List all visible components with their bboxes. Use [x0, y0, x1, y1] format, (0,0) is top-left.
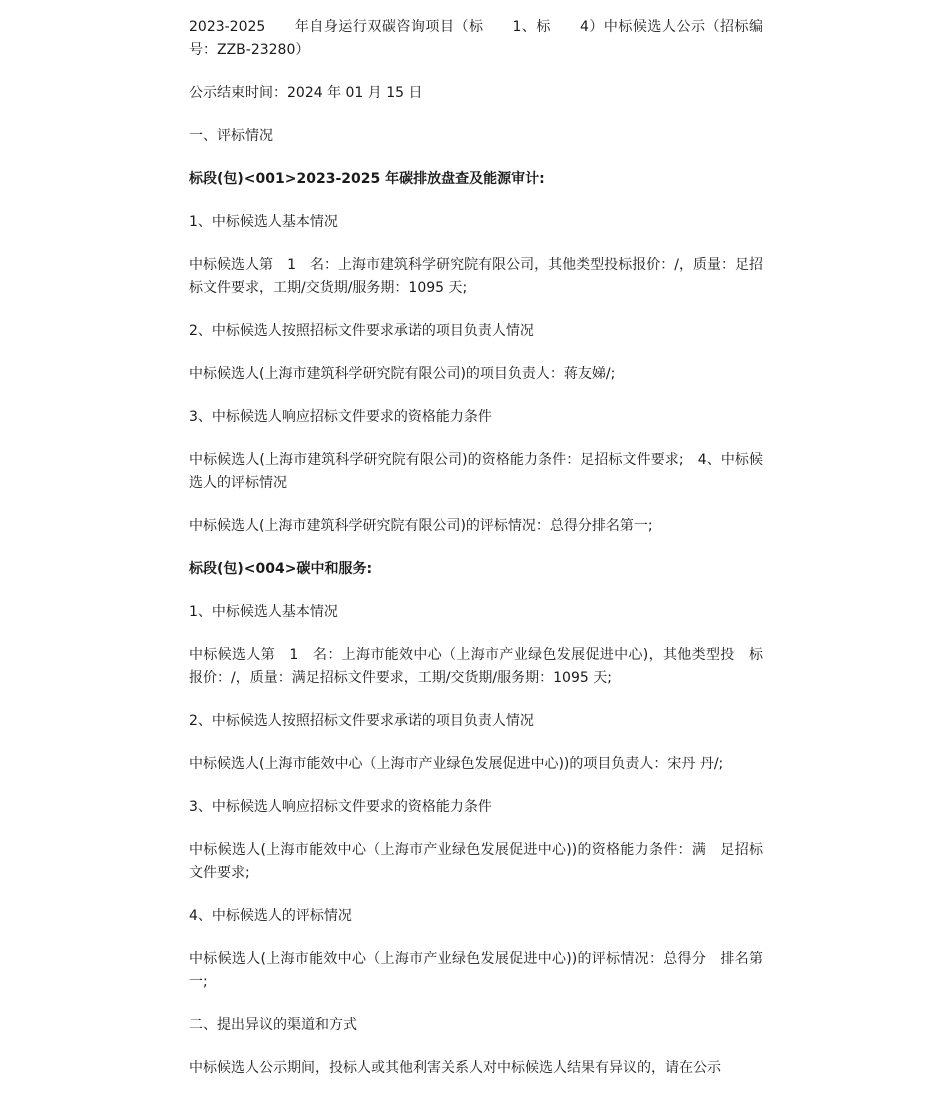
section-1-heading: 一、评标情况: [189, 128, 273, 144]
lot-004-heading: 标段(包)<004>碳中和服务:: [189, 561, 373, 577]
lot-004-manager-text: 中标候选人(上海市能效中心（上海市产业绿色发展促进中心))的项目负责人：宋丹 丹/;: [189, 756, 724, 772]
lot-004-qualification-text: 中标候选人(上海市能效中心（上海市产业绿色发展促进中心))的资格能力条件：满 足招标文件要求;: [189, 842, 763, 881]
lot-001-basic-heading: 1、中标候选人基本情况: [189, 214, 338, 230]
document-title: 2023-2025 年自身运行双碳咨询项目（标 1、标 4）中标候选人公示（招标编号：ZZB-23280）: [189, 19, 763, 58]
lot-001-manager-heading: 2、中标候选人按照招标文件要求承诺的项目负责人情况: [189, 323, 534, 339]
lot-001-basic-text: 中标候选人第 1 名：上海市建筑科学研究院有限公司，其他类型投标报价：/，质量：足招标文件要求，工期/交货期/服务期：1095 天;: [189, 257, 763, 296]
lot-004-basic-text: 中标候选人第 1 名：上海市能效中心（上海市产业绿色发展促进中心)，其他类型投 标报价：/，质量：满足招标文件要求，工期/交货期/服务期：1095 天;: [189, 647, 763, 686]
lot-004-manager-heading: 2、中标候选人按照招标文件要求承诺的项目负责人情况: [189, 713, 534, 729]
lot-001-evaluation-text: 中标候选人(上海市建筑科学研究院有限公司)的评标情况：总得分排名第一;: [189, 518, 653, 534]
lot-001-qualification-heading: 3、中标候选人响应招标文件要求的资格能力条件: [189, 409, 492, 425]
lot-001-manager-text: 中标候选人(上海市建筑科学研究院有限公司)的项目负责人：蒋友娣/;: [189, 366, 616, 382]
lot-001-heading: 标段(包)<001>2023-2025 年碳排放盘查及能源审计:: [189, 171, 545, 187]
lot-004-qualification-heading: 3、中标候选人响应招标文件要求的资格能力条件: [189, 799, 492, 815]
section-2-heading: 二、提出异议的渠道和方式: [189, 1017, 357, 1033]
section-2-text: 中标候选人公示期间，投标人或其他利害关系人对中标候选人结果有异议的，请在公示: [189, 1060, 721, 1076]
lot-004-evaluation-text: 中标候选人(上海市能效中心（上海市产业绿色发展促进中心))的评标情况：总得分 排名第一;: [189, 951, 763, 990]
lot-004-basic-heading: 1、中标候选人基本情况: [189, 604, 338, 620]
lot-001-qualification-text: 中标候选人(上海市建筑科学研究院有限公司)的资格能力条件：足招标文件要求; 4、中标候选人的评标情况: [189, 452, 763, 491]
lot-004-evaluation-heading: 4、中标候选人的评标情况: [189, 908, 352, 924]
announcement-document: [189, 16, 763, 1100]
publicity-end-time: 公示结束时间：2024 年 01 月 15 日: [189, 85, 423, 101]
